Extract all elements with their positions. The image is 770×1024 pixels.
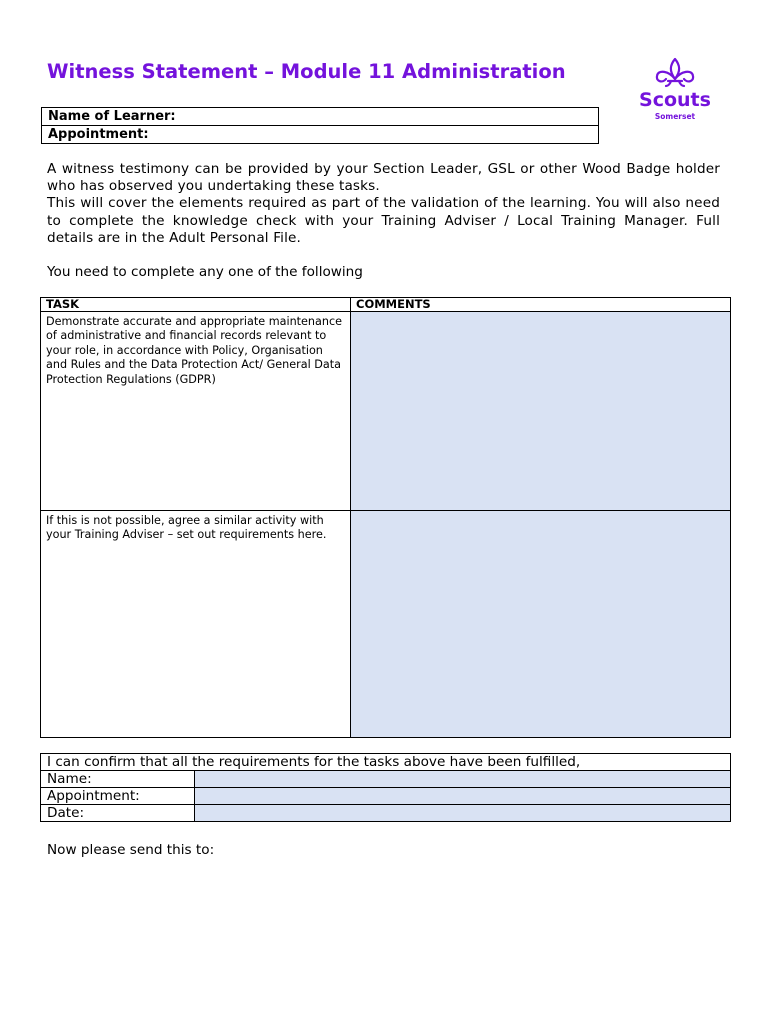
witness-appointment-field[interactable] [195, 788, 731, 805]
table-row [41, 312, 731, 511]
confirmation-statement-row [41, 754, 731, 771]
task-header: TASK [41, 298, 351, 312]
comment-field[interactable] [351, 312, 731, 511]
table-row [41, 771, 731, 788]
lead-text: You need to complete any one of the following [47, 264, 363, 280]
intro-paragraph: A witness testimony can be provided by your Section Leader, GSL or other Wood Badge holder who has observed you undertaking these tasks. [47, 161, 720, 195]
comment-field[interactable] [351, 511, 731, 738]
task-description: Demonstrate accurate and appropriate maintenance of administrative and financial records relevant to your role, in accordance with Policy, Organisation and Rules and the Data Protection Act/ General Data Protection Regulations (GDPR) [41, 312, 351, 511]
confirmation-statement: I can confirm that all the requirements for the tasks above have been fulfilled, [41, 754, 731, 771]
comments-header: COMMENTS [351, 298, 731, 312]
table-row [41, 805, 731, 822]
fleur-de-lis-icon [657, 59, 693, 86]
tasks-table [40, 297, 731, 738]
closing-text: Now please send this to: [47, 842, 215, 858]
witness-name-field[interactable] [195, 771, 731, 788]
witness-name-label: Name: [41, 771, 195, 788]
learner-name-field[interactable]: Name of Learner: [48, 109, 176, 124]
table-header-row [41, 298, 731, 312]
logo-wordmark: Scouts [639, 89, 711, 111]
date-field[interactable] [195, 805, 731, 822]
learner-details-box [41, 107, 599, 144]
scouts-logo [630, 55, 720, 125]
table-row [41, 511, 731, 738]
learner-appointment-field[interactable]: Appointment: [42, 125, 598, 143]
date-label: Date: [41, 805, 195, 822]
witness-appointment-label: Appointment: [41, 788, 195, 805]
intro-text [47, 161, 720, 247]
intro-paragraph: This will cover the elements required as part of the validation of the learning. You will also need to complete the knowledge check with your Training Adviser / Local Training Manager. Full details are in the Adult Personal File. [47, 195, 720, 246]
page-title: Witness Statement – Module 11 Administration [47, 60, 566, 83]
task-description: If this is not possible, agree a similar activity with your Training Adviser – set out requirements here. [41, 511, 351, 738]
confirmation-table [40, 753, 731, 822]
table-row [41, 788, 731, 805]
logo-region: Somerset [654, 112, 696, 121]
